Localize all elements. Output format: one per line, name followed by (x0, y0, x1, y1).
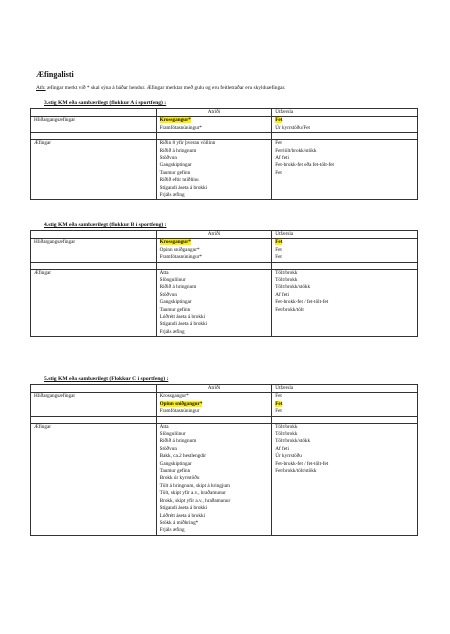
execution-item (275, 239, 414, 246)
header-cell-empty (31, 109, 157, 117)
execution-list (272, 140, 418, 200)
execution-list (272, 239, 418, 262)
exercise-item: Átta (159, 423, 169, 430)
exercise-item (160, 117, 269, 124)
execution-item (275, 401, 414, 408)
execution-item: Fet (275, 408, 282, 415)
execution-item: Fet (275, 246, 282, 253)
exercise-item: Frjáls æfing (159, 328, 185, 335)
header-cell-execution: Útfærsla (272, 385, 418, 393)
execution-item: Fet-brokk-fet / fet-tölt-fet (275, 460, 329, 467)
header-cell-execution: Útfærsla (272, 109, 418, 117)
item-list (156, 269, 272, 337)
exercise-item: Lóðrétt áseta á brokki (159, 314, 206, 321)
row-label: Hliðargangsæfingar (31, 393, 157, 416)
exercise-item: Stígandi áseta á brokki (159, 505, 208, 512)
spacer-cell (31, 262, 157, 269)
exercise-item: Tölt á hringnum, skipt á hringjum (159, 482, 230, 489)
execution-item: Fet/brokk/tölt/stökk (275, 468, 317, 475)
row-label: Æfingar (31, 140, 157, 200)
exercise-item: Gangskiptingar (159, 162, 192, 169)
exercise-item: Stöðvun (159, 291, 177, 298)
instruction-note (36, 85, 285, 91)
exercise-item: Stöðvun (159, 445, 177, 452)
execution-item: Af feti (275, 445, 289, 452)
exercise-item: Framfótasnúningur (159, 408, 200, 415)
mandatory-highlight: Fet (275, 400, 283, 407)
execution-item: Fet (275, 169, 282, 176)
execution-item: Fet (275, 254, 282, 261)
execution-item: Tölt/brokk (275, 269, 298, 276)
spacer-row (31, 133, 418, 140)
section-title-level-5: 5.stig KM eða sambærilegt (Flokkur C í sportfeng) : (44, 376, 169, 382)
execution-item: Fet (275, 140, 282, 147)
exercise-item: Riðið eftir miðlínu (159, 177, 199, 184)
exercise-item: Framfótasnúningur* (159, 124, 202, 131)
execution-item: Tölt/brokk (275, 431, 298, 438)
table-row (31, 423, 418, 535)
row-label: Hliðargangsæfingar (31, 117, 157, 133)
exercise-item: Brokk, skipt yfir a.v., hraðamunur (159, 497, 231, 504)
execution-list (272, 269, 418, 337)
section-title-level-4: 4.stig KM eða sambærilegt (flokkur B í sportfeng) : (44, 222, 167, 228)
mandatory-highlight: Krossgangur* (159, 239, 191, 246)
execution-item: Af feti (275, 155, 289, 162)
header-cell-item: Atriði (156, 385, 272, 393)
item-list (156, 239, 272, 262)
table-row (31, 140, 418, 200)
exercise-item: Gangskiptingar (159, 460, 192, 467)
exercise-item: Riðið á hringnum (159, 438, 197, 445)
execution-list (272, 423, 418, 535)
item-list (156, 393, 272, 416)
execution-list (272, 393, 418, 416)
spacer-row (31, 416, 418, 423)
execution-item (275, 117, 414, 124)
item-list (156, 423, 272, 535)
exercise-item: Stökk á miðhring* (159, 519, 199, 526)
header-cell-item: Atriði (156, 109, 272, 117)
mandatory-highlight: Opinn sniðgangur* (159, 400, 203, 407)
mandatory-highlight: Fet (275, 239, 283, 246)
execution-item: Af feti (275, 291, 289, 298)
execution-item: Tölt/brokk/stökk (275, 438, 311, 445)
exercise-item: Stöðvun (159, 155, 177, 162)
mandatory-highlight: Krossgangur* (159, 117, 191, 124)
exercise-item: Stígandi áseta á brokki (159, 321, 208, 328)
exercise-item: Gangskiptingar (159, 299, 192, 306)
exercise-item (160, 239, 269, 246)
table-row (31, 269, 418, 337)
spacer-cell (272, 262, 418, 269)
exercise-item: Brokk úr kyrrstöðu (159, 475, 200, 482)
header-cell-execution: Útfærsla (272, 231, 418, 239)
section-title-level-3: 3.stig KM eða sambærilegt (flokkur A í sportfeng) : (44, 100, 167, 106)
item-list (156, 117, 272, 133)
row-label: Hliðargangsæfingar (31, 239, 157, 262)
row-label: Æfingar (31, 423, 157, 535)
spacer-row (31, 262, 418, 269)
table-row (31, 393, 418, 416)
execution-item: Tölt/brokk/stökk (275, 284, 311, 291)
execution-item: Fet/brokk/tölt (275, 306, 304, 313)
exercise-item: Taumur gefinn (159, 468, 191, 475)
exercise-table-level-4 (30, 230, 418, 337)
page-title: Æfingalisti (36, 70, 74, 79)
execution-item: Fet (275, 393, 282, 400)
table-row (31, 239, 418, 262)
exercise-table-level-5 (30, 384, 418, 536)
exercise-item: Taumur gefinn (159, 306, 191, 313)
mandatory-highlight: Fet (275, 117, 283, 124)
exercise-item: Framfótasnúningur* (159, 254, 202, 261)
execution-item: Fet-brokk-fet / fet-tölt-fet (275, 299, 329, 306)
exercise-item: Slönguliinur (159, 431, 186, 438)
exercise-item: Frjáls æfing (159, 527, 185, 534)
note-text: æfingar merkt við * skal sýna á báðar hendur. Æfingar merktar með gulu og eru feitletraðar eru skylduæfingar. (45, 85, 286, 91)
exercise-item: Taumur gefinn (159, 169, 191, 176)
spacer-cell (31, 133, 157, 140)
header-cell-item: Atriði (156, 231, 272, 239)
exercise-item: Krossgangur* (159, 393, 189, 400)
spacer-cell (272, 133, 418, 140)
execution-item: Tölt/brokk (275, 423, 298, 430)
exercise-item: Tölt, skipt yfir a.v., hraðamunur (159, 490, 226, 497)
note-label: Ath: (36, 85, 46, 91)
item-list (156, 140, 272, 200)
spacer-cell (272, 416, 418, 423)
execution-item: Úr kyrrstöðu (275, 453, 302, 460)
exercise-item: Lóðrétt áseta á brokki (159, 512, 206, 519)
header-cell-empty (31, 385, 157, 393)
exercise-item: Riðin 8 yfir þveran völlinn (159, 140, 216, 147)
row-label: Æfingar (31, 269, 157, 337)
spacer-cell (156, 416, 272, 423)
exercise-item: Opinn sniðgangur* (159, 246, 200, 253)
table-row (31, 117, 418, 133)
spacer-cell (156, 133, 272, 140)
exercise-item: Riðið á hringnum (159, 147, 197, 154)
exercise-item: Slönguliinur (159, 277, 186, 284)
exercise-item: Riðið á hringnum (159, 284, 197, 291)
execution-item: Fet-brokk-fet eða fet-tölt-fet (275, 162, 334, 169)
spacer-cell (156, 262, 272, 269)
execution-item: Tölt/brokk (275, 277, 298, 284)
execution-item: Úr kyrrstöðu/Fet (275, 124, 310, 131)
execution-list (272, 117, 418, 133)
spacer-cell (31, 416, 157, 423)
exercise-table-level-3 (30, 108, 418, 200)
exercise-item: Átta (159, 269, 169, 276)
header-cell-empty (31, 231, 157, 239)
exercise-item: Bakk, ca.2 hestlengdir (159, 453, 207, 460)
exercise-item: Stígandi áseta á brokki (159, 184, 208, 191)
execution-item: Fet/tölt/brokk/stökk (275, 147, 317, 154)
exercise-item: Frjáls æfing (159, 192, 185, 199)
